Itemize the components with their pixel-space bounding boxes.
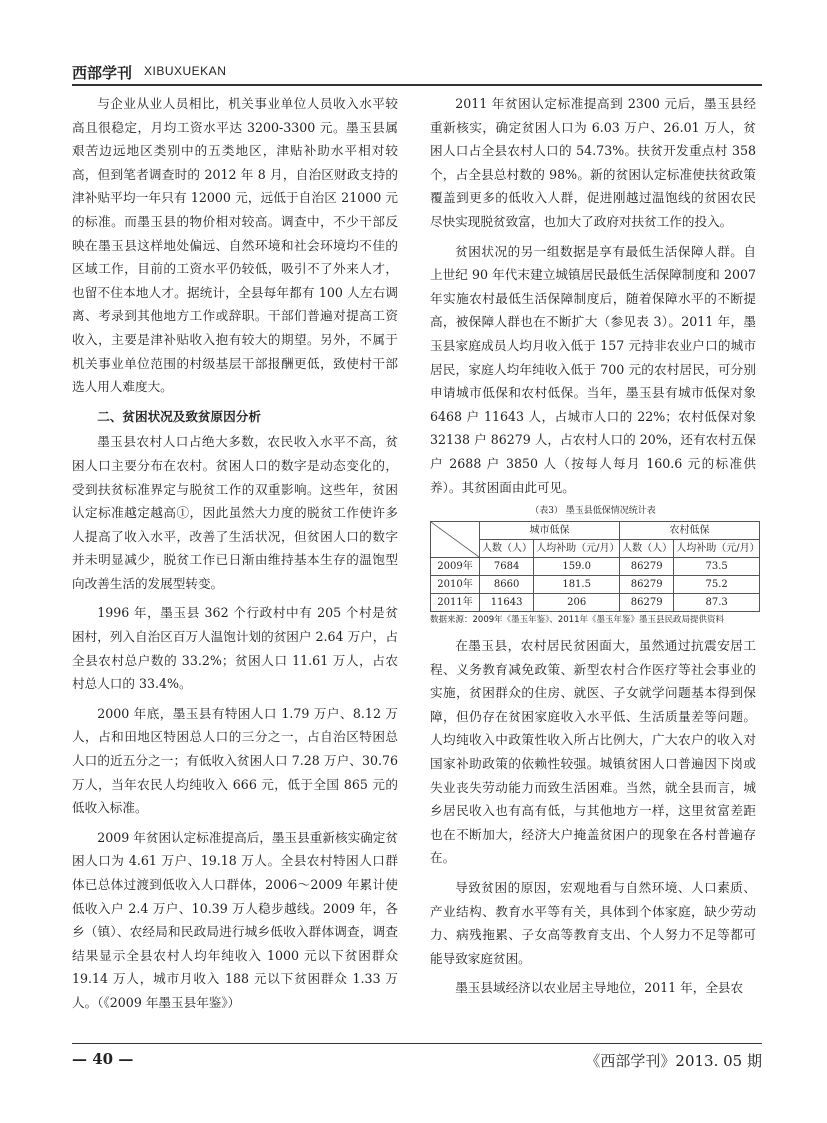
table-cell: 75.2 — [674, 576, 760, 594]
running-header — [72, 60, 762, 84]
right-column — [430, 92, 760, 1006]
table-row — [431, 558, 760, 576]
paragraph: 墨玉县农村人口占绝大多数，农民收入水平不高，贫困人口主要分布在农村。贫困人口的数字是动态变化的，受到扶贫标准界定与脱贫工作的双重影响。这些年，贫困认定标准越定越高①，因此虽然大力度的脱贫工作使许多人提高了收入水平，改善了生活状况，但贫困人口的数字并未明显减少，脱贫工作已日渐由维持基本生存的温饱型向改善生活的发展型转变。 — [72, 434, 398, 591]
page-number: — 40 — — [72, 1050, 134, 1068]
row-year: 2010年 — [431, 576, 480, 594]
column-header: 人均补助（元/月） — [674, 540, 760, 558]
table-row — [431, 594, 760, 612]
table-cell: 73.5 — [674, 558, 760, 576]
column-header: 人数（人） — [620, 540, 674, 558]
table-subheader-row — [431, 540, 760, 558]
section-heading: 二、贫困状况及致贫原因分析 — [97, 408, 261, 424]
table-title: （表3） 墨玉县低保情况统计表 — [530, 506, 656, 517]
paragraph: 贫困状况的另一组数据是享有最低生活保障人群。自上世纪 90 年代末建立城镇居民最低生活保障制度和 2007 年实施农村最低生活保障制度后，随着保障水平的不断提高，被保障人群也在不断扩大（参见表 3）。2011 年，墨玉县家庭成员人均月收入低于 157 元持非农业户口的城市居民，家庭人均年纯收入低于 700 元的农村居民，可分别申请城市低保和农村低保。当年，墨玉县有城市低保对象 6468 户 11643 人，占城市人口的 22%；农村低保对象 32138 户 86279 人，占农村人口的 20%，还有农村五保户 2688 户 3850 人（按每人每月 160.6 元的标准供养）。其贫困面由此可见。 — [430, 243, 756, 495]
diagonal-line — [431, 522, 479, 557]
table-source: 数据来源：2009年《墨玉年鉴》、2011年《墨玉年鉴》墨玉县民政局提供资料 — [430, 615, 725, 626]
table-cell: 86279 — [620, 576, 674, 594]
row-year: 2009年 — [431, 558, 480, 576]
column-header: 人均补助（元/月） — [534, 540, 620, 558]
paragraph: 2009 年贫困认定标准提高后，墨玉县重新核实确定贫困人口为 4.61 万户、19.18 万人。全县农村特困人口群体已总体过渡到低收入人口群体，2006～2009 年累计使低收入户 2.4 万户、10.39 万人稳步越线。2009 年，各乡（镇）、农经局和民政局进行城乡低收入群体调查，调查结果显示全县农村人均年纯收入 1000 元以下贫困群众 19.14 万人，城市月收入 188 元以下贫困群众 1.33 万人。（《2009 年墨玉县年鉴》） — [72, 829, 398, 1010]
table-cell: 86279 — [620, 558, 674, 576]
left-column — [72, 92, 398, 1021]
paragraph: 导致贫困的原因，宏观地看与自然环境、人口素质、产业结构、教育水平等有关，具体到个体家庭，缺少劳动力、病残拖累、子女高等教育支出、个人努力不足等都可能导致家庭贫困。 — [430, 880, 756, 966]
journal-issue: 《西部学刊》2013. 05 期 — [585, 1052, 762, 1070]
group-header: 农村低保 — [620, 522, 760, 540]
table-cell: 11643 — [480, 594, 534, 612]
table-cell: 7684 — [480, 558, 534, 576]
poverty-table — [430, 521, 760, 612]
journal-name: 西部学刊 — [72, 64, 133, 82]
paragraph: 2011 年贫困认定标准提高到 2300 元后，墨玉县经重新核实，确定贫困人口为 6.03 万户、26.01 万人，贫困人口占全县农村人口的 54.73%。扶贫开发重点村 358 个，占全县总村数的 98%。新的贫困认定标准使扶贫政策覆盖到更多的低收入人群，促进刚越过温饱线的贫困农民尽快实现脱贫致富，也加大了政府对扶贫工作的投入。 — [430, 96, 756, 229]
footer-rule — [72, 1043, 762, 1044]
paragraph: 1996 年，墨玉县 362 个行政村中有 205 个村是贫困村，列入自治区百万人温饱计划的贫困户 2.64 万户，占全县农村总户数的 33.2%；贫困人口 11.61 万人，占农村总人口的 33.4%。 — [72, 605, 398, 692]
row-year: 2011年 — [431, 594, 480, 612]
table-cell: 159.0 — [534, 558, 620, 576]
table-row — [431, 576, 760, 594]
diagonal-header-cell — [431, 522, 480, 558]
table-cell: 87.3 — [674, 594, 760, 612]
paragraph: 2000 年底，墨玉县有特困人口 1.79 万户、8.12 万人，占和田地区特困总人口的三分之一，占自治区特困总人口的近五分之一；有低收入贫困人口 7.28 万户、30.76 万人，当年农民人均纯收入 666 元，低于全国 865 元的低收入标准。 — [72, 705, 398, 816]
journal-pinyin: XIBUXUEKAN — [144, 64, 227, 78]
table-header-row — [431, 522, 760, 540]
paragraph: 墨玉县域经济以农业居主导地位，2011 年，全县农 — [455, 980, 744, 996]
table-cell: 8660 — [480, 576, 534, 594]
paragraph: 在墨玉县，农村居民贫困面大，虽然通过抗震安居工程、义务教育减免政策、新型农村合作医疗等社会事业的实施，贫困群众的住房、就医、子女就学问题基本得到保障，但仍存在贫困家庭收入水平低、生活质量差等问题。人均纯收入中政策性收入所占比例大，广大农户的收入对国家补助政策的依赖性较强。城镇贫困人口普遍因下岗或失业丧失劳动能力而致生活困难。当然，就全县而言，城乡居民收入也有高有低，与其他地方一样，这里贫富差距也在不断加大，经济大户掩盖贫困户的现象在各村普遍存在。 — [430, 638, 756, 866]
group-header: 城市低保 — [480, 522, 620, 540]
header-rule — [72, 84, 762, 86]
table-cell: 181.5 — [534, 576, 620, 594]
column-header: 人数（人） — [480, 540, 534, 558]
table-cell: 206 — [534, 594, 620, 612]
table-cell: 86279 — [620, 594, 674, 612]
paragraph: 与企业从业人员相比，机关事业单位人员收入水平较高且很稳定，月均工资水平达 3200-3300 元。墨玉县属艰苦边远地区类别中的五类地区，津贴补助水平相对较高，但到笔者调查时的 2012 年 8 月，自治区财政支持的津补贴平均一年只有 12000 元，远低于自治区 21000 元的标准。而墨玉县的物价相对较高。调查中，不少干部反映在墨玉县这样地处偏远、自然环境和社会环境均不佳的区域工作，目前的工资水平仍较低，吸引不了外来人才，也留不住本地人才。据统计，全县每年都有 100 人左右调离、考录到其他地方工作或辞职。干部们普遍对提高工资收入，主要是津补贴收入抱有较大的期望。另外，不属于机关事业单位范围的村级基层干部报酬更低，致使村干部选人用人难度大。 — [72, 96, 398, 395]
